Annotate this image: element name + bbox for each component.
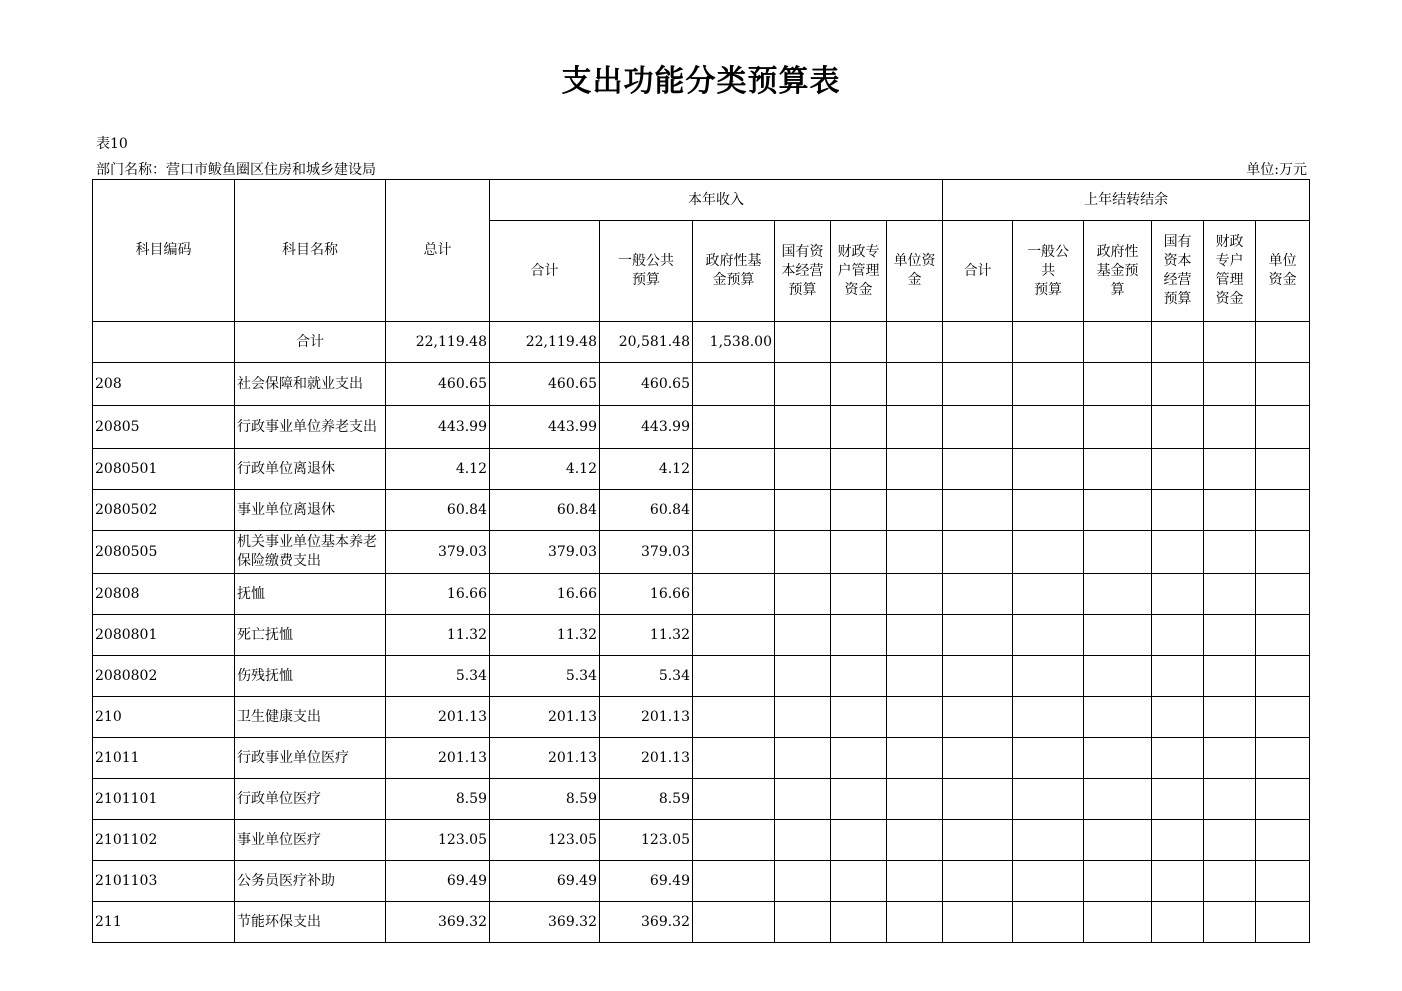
- table-row: [93, 406, 1310, 449]
- cell-empty: [1204, 697, 1256, 738]
- cell-empty: [831, 490, 887, 531]
- cell-name: 死亡抚恤: [235, 615, 386, 656]
- cell-total: 60.84: [386, 490, 490, 531]
- cell-code: 2080502: [93, 490, 235, 531]
- cell-empty: [1084, 656, 1152, 697]
- cell-empty: [693, 449, 775, 490]
- cell-current-general: 20,581.48: [600, 322, 693, 363]
- cell-empty: [1256, 322, 1310, 363]
- cell-total: 379.03: [386, 531, 490, 574]
- cell-empty: [1152, 697, 1204, 738]
- cell-code: 2080801: [93, 615, 235, 656]
- cell-total: 5.34: [386, 656, 490, 697]
- cell-empty: [831, 615, 887, 656]
- cell-current-sum: 8.59: [490, 779, 600, 820]
- cell-empty: [1256, 902, 1310, 943]
- cell-code: 211: [93, 902, 235, 943]
- cell-empty: [775, 738, 831, 779]
- header-carryover-sum: 合计: [943, 221, 1013, 322]
- cell-empty: [1152, 820, 1204, 861]
- header-code: 科目编码: [93, 180, 235, 322]
- cell-empty: [693, 656, 775, 697]
- cell-empty: [775, 322, 831, 363]
- cell-empty: [1204, 779, 1256, 820]
- cell-empty: [775, 363, 831, 406]
- cell-empty: [1256, 861, 1310, 902]
- cell-name: 事业单位医疗: [235, 820, 386, 861]
- cell-current-general: 201.13: [600, 697, 693, 738]
- table-row: [93, 902, 1310, 943]
- cell-empty: [1204, 902, 1256, 943]
- cell-total: 11.32: [386, 615, 490, 656]
- cell-empty: [693, 697, 775, 738]
- cell-empty: [693, 861, 775, 902]
- table-number: 表10: [96, 136, 128, 152]
- cell-empty: [1084, 363, 1152, 406]
- table-row: [93, 697, 1310, 738]
- cell-empty: [1084, 738, 1152, 779]
- cell-empty: [1084, 615, 1152, 656]
- cell-current-sum: 4.12: [490, 449, 600, 490]
- header-current-special-account: 财政专 户管理 资金: [831, 221, 887, 322]
- cell-empty: [1152, 656, 1204, 697]
- cell-empty: [775, 779, 831, 820]
- cell-code: 2080505: [93, 531, 235, 574]
- cell-empty: [1013, 449, 1084, 490]
- header-current-general-budget: 一般公共 预算: [600, 221, 693, 322]
- cell-current-general: 123.05: [600, 820, 693, 861]
- cell-empty: [1256, 615, 1310, 656]
- cell-total: 22,119.48: [386, 322, 490, 363]
- cell-empty: [887, 490, 943, 531]
- cell-empty: [943, 363, 1013, 406]
- cell-current-sum: 5.34: [490, 656, 600, 697]
- cell-empty: [943, 738, 1013, 779]
- cell-empty: [887, 322, 943, 363]
- cell-empty: [1152, 449, 1204, 490]
- department-name: 部门名称：营口市鲅鱼圈区住房和城乡建设局: [96, 162, 376, 178]
- cell-empty: [831, 820, 887, 861]
- cell-code: 20805: [93, 406, 235, 449]
- cell-current-general: 201.13: [600, 738, 693, 779]
- cell-empty: [775, 490, 831, 531]
- cell-empty: [1152, 615, 1204, 656]
- cell-empty: [943, 490, 1013, 531]
- cell-name: 节能环保支出: [235, 902, 386, 943]
- cell-current-sum: 11.32: [490, 615, 600, 656]
- cell-code: 20808: [93, 574, 235, 615]
- cell-empty: [943, 656, 1013, 697]
- cell-empty: [943, 322, 1013, 363]
- table-row: [93, 656, 1310, 697]
- cell-empty: [887, 615, 943, 656]
- cell-name: 行政单位离退休: [235, 449, 386, 490]
- cell-empty: [775, 902, 831, 943]
- cell-name: 机关事业单位基本养老保险缴费支出: [235, 531, 386, 574]
- cell-code: 208: [93, 363, 235, 406]
- cell-empty: [943, 574, 1013, 615]
- cell-current-gov-fund: 1,538.00: [693, 322, 775, 363]
- cell-current-sum: 16.66: [490, 574, 600, 615]
- cell-empty: [887, 779, 943, 820]
- cell-empty: [693, 779, 775, 820]
- header-current-sum: 合计: [490, 221, 600, 322]
- cell-current-general: 369.32: [600, 902, 693, 943]
- cell-empty: [693, 531, 775, 574]
- cell-empty: [693, 738, 775, 779]
- cell-current-sum: 22,119.48: [490, 322, 600, 363]
- cell-empty: [943, 449, 1013, 490]
- cell-empty: [1084, 449, 1152, 490]
- cell-name: 卫生健康支出: [235, 697, 386, 738]
- cell-empty: [887, 820, 943, 861]
- cell-current-general: 4.12: [600, 449, 693, 490]
- table-row: [93, 738, 1310, 779]
- header-carryover-state-capital-budget: 国有 资本 经营 预算: [1152, 221, 1204, 322]
- cell-empty: [1256, 779, 1310, 820]
- cell-current-general: 379.03: [600, 531, 693, 574]
- cell-empty: [831, 779, 887, 820]
- cell-empty: [943, 406, 1013, 449]
- cell-empty: [1204, 738, 1256, 779]
- cell-empty: [1152, 322, 1204, 363]
- cell-empty: [1256, 406, 1310, 449]
- cell-empty: [943, 861, 1013, 902]
- header-current-gov-fund-budget: 政府性基 金预算: [693, 221, 775, 322]
- cell-empty: [1256, 449, 1310, 490]
- cell-empty: [831, 406, 887, 449]
- cell-empty: [1084, 490, 1152, 531]
- cell-empty: [831, 322, 887, 363]
- cell-empty: [1084, 697, 1152, 738]
- cell-code: 210: [93, 697, 235, 738]
- cell-empty: [831, 656, 887, 697]
- cell-total: 4.12: [386, 449, 490, 490]
- header-current-year: 本年收入: [490, 180, 943, 221]
- cell-empty: [887, 449, 943, 490]
- cell-empty: [1013, 779, 1084, 820]
- cell-code: 2080501: [93, 449, 235, 490]
- cell-empty: [1084, 902, 1152, 943]
- cell-name: 合计: [235, 322, 386, 363]
- cell-empty: [887, 363, 943, 406]
- cell-current-sum: 60.84: [490, 490, 600, 531]
- cell-empty: [887, 656, 943, 697]
- cell-total: 369.32: [386, 902, 490, 943]
- cell-empty: [831, 902, 887, 943]
- cell-code: 2101102: [93, 820, 235, 861]
- cell-name: 公务员医疗补助: [235, 861, 386, 902]
- cell-empty: [831, 574, 887, 615]
- cell-empty: [1013, 738, 1084, 779]
- cell-empty: [1152, 574, 1204, 615]
- cell-empty: [693, 363, 775, 406]
- cell-empty: [1013, 697, 1084, 738]
- cell-current-sum: 443.99: [490, 406, 600, 449]
- cell-current-general: 5.34: [600, 656, 693, 697]
- cell-empty: [1084, 779, 1152, 820]
- cell-current-sum: 379.03: [490, 531, 600, 574]
- cell-empty: [1204, 449, 1256, 490]
- cell-empty: [831, 449, 887, 490]
- cell-empty: [943, 820, 1013, 861]
- cell-empty: [943, 779, 1013, 820]
- cell-empty: [1084, 820, 1152, 861]
- table-row: [93, 779, 1310, 820]
- cell-empty: [775, 820, 831, 861]
- cell-empty: [1084, 531, 1152, 574]
- table-row: [93, 574, 1310, 615]
- table-row: [93, 531, 1310, 574]
- cell-total: 460.65: [386, 363, 490, 406]
- cell-current-general: 16.66: [600, 574, 693, 615]
- cell-empty: [1013, 490, 1084, 531]
- cell-total: 443.99: [386, 406, 490, 449]
- header-carryover-general-budget: 一般公 共 预算: [1013, 221, 1084, 322]
- cell-code: 2101103: [93, 861, 235, 902]
- cell-total: 69.49: [386, 861, 490, 902]
- cell-empty: [831, 738, 887, 779]
- cell-empty: [1204, 531, 1256, 574]
- cell-empty: [943, 902, 1013, 943]
- cell-name: 事业单位离退休: [235, 490, 386, 531]
- cell-empty: [775, 406, 831, 449]
- cell-name: 行政单位医疗: [235, 779, 386, 820]
- cell-code: [93, 322, 235, 363]
- table-row: [93, 861, 1310, 902]
- cell-empty: [775, 861, 831, 902]
- cell-empty: [775, 697, 831, 738]
- cell-empty: [1084, 861, 1152, 902]
- cell-current-general: 60.84: [600, 490, 693, 531]
- cell-empty: [693, 902, 775, 943]
- cell-empty: [943, 697, 1013, 738]
- cell-empty: [887, 406, 943, 449]
- cell-empty: [1152, 531, 1204, 574]
- cell-empty: [1013, 615, 1084, 656]
- cell-empty: [1013, 861, 1084, 902]
- cell-empty: [1152, 779, 1204, 820]
- cell-current-general: 69.49: [600, 861, 693, 902]
- cell-current-sum: 69.49: [490, 861, 600, 902]
- cell-empty: [1256, 574, 1310, 615]
- cell-total: 201.13: [386, 697, 490, 738]
- cell-empty: [1256, 490, 1310, 531]
- page-title: 支出功能分类预算表: [561, 64, 841, 99]
- cell-empty: [1084, 322, 1152, 363]
- cell-empty: [775, 615, 831, 656]
- cell-empty: [1013, 363, 1084, 406]
- total-row: [93, 322, 1310, 363]
- cell-empty: [831, 697, 887, 738]
- cell-empty: [1152, 861, 1204, 902]
- header-name: 科目名称: [235, 180, 386, 322]
- cell-empty: [1152, 902, 1204, 943]
- cell-empty: [1204, 574, 1256, 615]
- cell-empty: [693, 406, 775, 449]
- table-body: [93, 322, 1310, 943]
- cell-empty: [1084, 574, 1152, 615]
- cell-empty: [693, 615, 775, 656]
- cell-empty: [1204, 615, 1256, 656]
- cell-empty: [1013, 574, 1084, 615]
- cell-empty: [1013, 531, 1084, 574]
- table-row: [93, 449, 1310, 490]
- cell-current-general: 460.65: [600, 363, 693, 406]
- cell-empty: [1204, 406, 1256, 449]
- cell-empty: [1204, 820, 1256, 861]
- cell-empty: [693, 490, 775, 531]
- cell-empty: [775, 574, 831, 615]
- cell-name: 伤残抚恤: [235, 656, 386, 697]
- cell-empty: [1152, 738, 1204, 779]
- cell-empty: [1256, 697, 1310, 738]
- table-row: [93, 615, 1310, 656]
- cell-empty: [1084, 406, 1152, 449]
- cell-current-sum: 460.65: [490, 363, 600, 406]
- cell-empty: [831, 363, 887, 406]
- cell-current-sum: 201.13: [490, 738, 600, 779]
- cell-empty: [1256, 738, 1310, 779]
- unit-label: 单位:万元: [1246, 162, 1307, 178]
- cell-empty: [1013, 322, 1084, 363]
- cell-empty: [1256, 820, 1310, 861]
- cell-total: 201.13: [386, 738, 490, 779]
- cell-empty: [887, 738, 943, 779]
- cell-empty: [887, 697, 943, 738]
- cell-empty: [831, 861, 887, 902]
- table-row: [93, 820, 1310, 861]
- cell-name: 行政事业单位医疗: [235, 738, 386, 779]
- cell-empty: [1013, 406, 1084, 449]
- cell-empty: [887, 574, 943, 615]
- cell-empty: [1013, 820, 1084, 861]
- table-row: [93, 363, 1310, 406]
- cell-current-sum: 369.32: [490, 902, 600, 943]
- cell-empty: [1204, 363, 1256, 406]
- cell-empty: [775, 656, 831, 697]
- cell-empty: [1152, 363, 1204, 406]
- cell-empty: [775, 531, 831, 574]
- cell-current-general: 443.99: [600, 406, 693, 449]
- cell-empty: [1152, 490, 1204, 531]
- cell-current-general: 11.32: [600, 615, 693, 656]
- cell-name: 社会保障和就业支出: [235, 363, 386, 406]
- cell-empty: [943, 531, 1013, 574]
- cell-empty: [831, 531, 887, 574]
- cell-empty: [1256, 531, 1310, 574]
- cell-code: 2101101: [93, 779, 235, 820]
- header-carryover-gov-fund-budget: 政府性 基金预 算: [1084, 221, 1152, 322]
- cell-current-sum: 123.05: [490, 820, 600, 861]
- cell-current-sum: 201.13: [490, 697, 600, 738]
- cell-code: 2080802: [93, 656, 235, 697]
- cell-empty: [1204, 861, 1256, 902]
- cell-empty: [887, 531, 943, 574]
- header-total: 总计: [386, 180, 490, 322]
- header-carryover-unit-fund: 单位 资金: [1256, 221, 1310, 322]
- header-carryover-special-account: 财政 专户 管理 资金: [1204, 221, 1256, 322]
- cell-empty: [1013, 656, 1084, 697]
- header-carryover: 上年结转结余: [943, 180, 1310, 221]
- header-current-state-capital-budget: 国有资 本经营 预算: [775, 221, 831, 322]
- cell-empty: [887, 902, 943, 943]
- cell-empty: [887, 861, 943, 902]
- table-header: [93, 180, 1310, 322]
- cell-empty: [1152, 406, 1204, 449]
- budget-table: [92, 179, 1310, 943]
- table-row: [93, 490, 1310, 531]
- cell-empty: [1204, 490, 1256, 531]
- cell-empty: [693, 574, 775, 615]
- cell-empty: [943, 615, 1013, 656]
- cell-total: 16.66: [386, 574, 490, 615]
- cell-empty: [775, 449, 831, 490]
- cell-name: 抚恤: [235, 574, 386, 615]
- cell-empty: [1256, 363, 1310, 406]
- cell-empty: [1013, 902, 1084, 943]
- cell-empty: [1204, 656, 1256, 697]
- cell-total: 8.59: [386, 779, 490, 820]
- cell-total: 123.05: [386, 820, 490, 861]
- cell-code: 21011: [93, 738, 235, 779]
- cell-empty: [1256, 656, 1310, 697]
- cell-name: 行政事业单位养老支出: [235, 406, 386, 449]
- cell-current-general: 8.59: [600, 779, 693, 820]
- cell-empty: [693, 820, 775, 861]
- header-current-unit-fund: 单位资 金: [887, 221, 943, 322]
- cell-empty: [1204, 322, 1256, 363]
